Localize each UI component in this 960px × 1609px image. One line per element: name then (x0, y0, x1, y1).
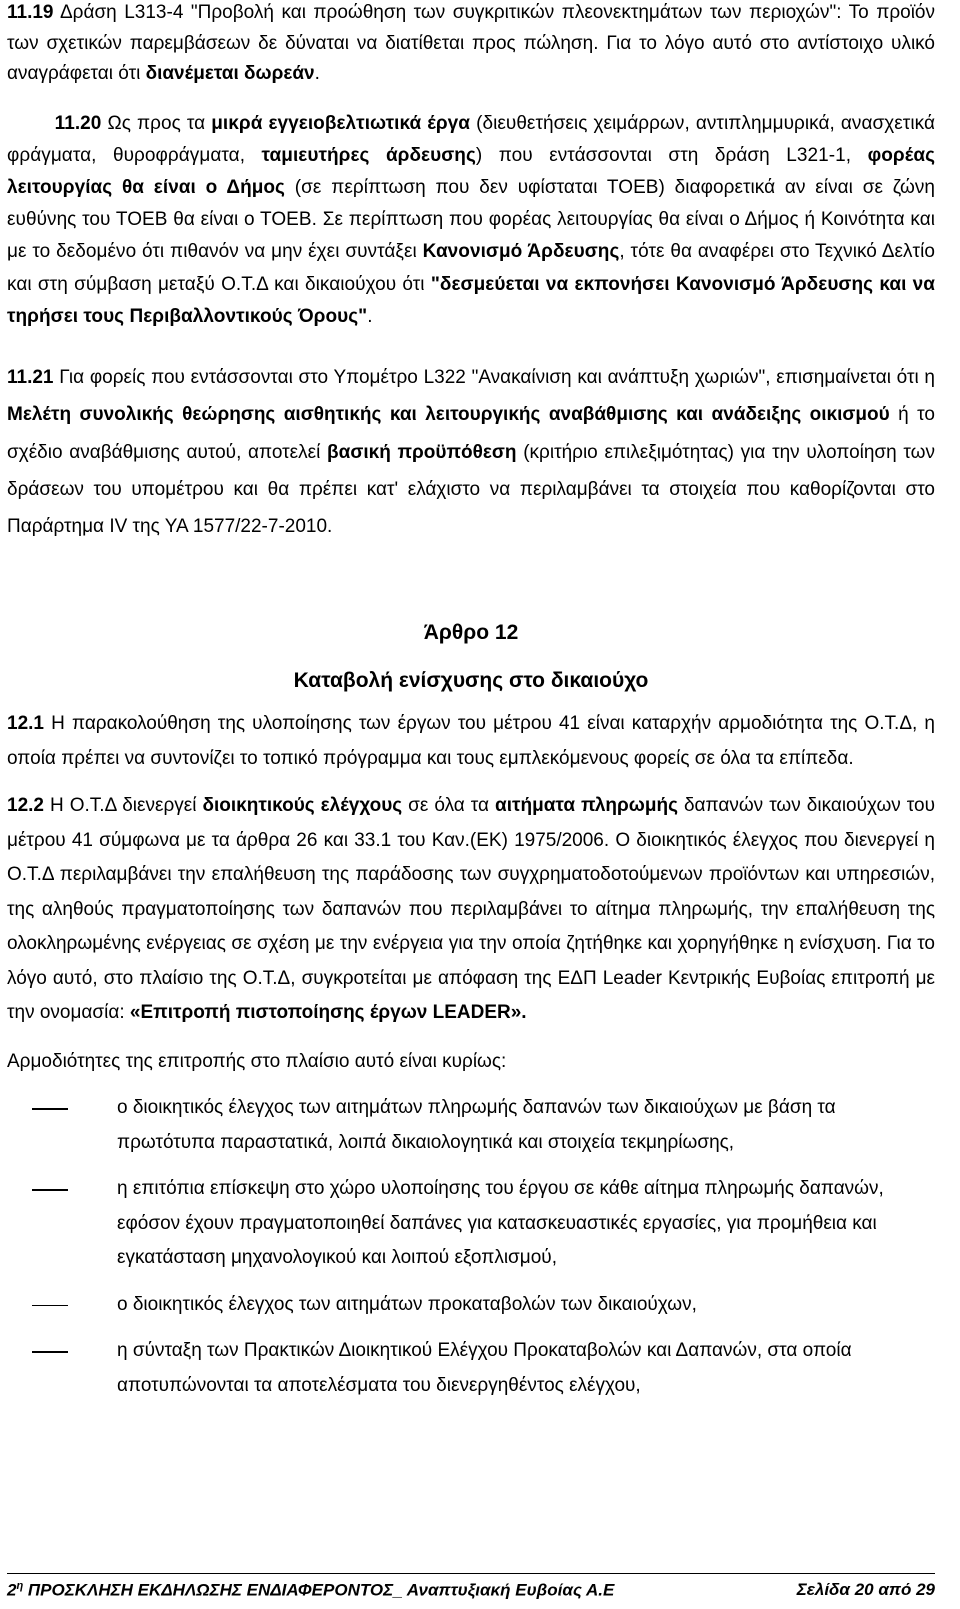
dash-bullet-icon (32, 1189, 68, 1191)
list-item: ο διοικητικός έλεγχος των αιτημάτων πληρωμής δαπανών των δικαιούχων με βάση τα πρωτότυπα παραστατικά, λοιπά δικαιολογητικά και στοιχεία τεκμηρίωσης, (7, 1091, 935, 1160)
list-item: η επιτόπια επίσκεψη στο χώρο υλοποίησης του έργου σε κάθε αίτημα πληρωμής δαπανών, εφόσον έχουν πραγματοποιηθεί δαπάνες για κατασκευαστικές εργασίες, για προμήθεια και εγκατάσταση μηχανολογικού και λοιπού εξοπλισμού, (7, 1172, 935, 1276)
section-number: 12.2 (7, 795, 44, 817)
article-title: Καταβολή ενίσχυσης στο δικαιούχο (293, 669, 649, 693)
dash-bullet-icon (32, 1108, 68, 1110)
section-number: 11.19 (7, 2, 54, 23)
footer-title: $2^\eta$ ΠΡΟΣΚΛΗΣΗ ΕΚΔΗΛΩΣΗΣ ΕΝΔΙΑΦΕΡΟΝΤΟΣ_ Αναπτυξιακή Ευβοίας Α.Ε (7, 1580, 615, 1600)
dash-bullet-icon (32, 1305, 68, 1307)
dash-bullet-icon (32, 1351, 68, 1353)
page-footer (7, 1573, 935, 1601)
section-number: 12.1 (7, 713, 44, 735)
paragraph-12-2: 12.2 Η Ο.Τ.Δ διενεργεί διοικητικούς ελέγχους σε όλα τα αιτήματα πληρωμής δαπανών των δικαιούχων του μέτρου 41 σύμφωνα με τα άρθρα 26 και 33.1 του Καν.(ΕΚ) 1975/2006. Ο διοικητικός έλεγχος που διενεργεί η Ο.Τ.Δ περιλαμβάνει την επαλήθευση της παράδοσης των συγχρηματοδοτούμενων προϊόντων και υπηρεσιών, της αληθούς πραγματοποίησης των δαπανών που περιλαμβάνει το αίτημα πληρωμής, την επαλήθευση της ολοκληρωμένης ενέργειας σε σχέση με την ενέργεια για την οποία ζητήθηκε και χορηγήθηκε η ενίσχυση. Για το λόγο αυτό, στο πλαίσιο της Ο.Τ.Δ, συγκροτείται με απόφαση της ΕΔΠ Leader Κεντρικής Ευβοίας επιτροπή με την ονομασία: «Επιτροπή πιστοποίησης έργων LEADER». (7, 795, 935, 1024)
page-number: Σελίδα 20 από 29 (796, 1580, 935, 1599)
responsibilities-list (7, 1091, 935, 1403)
list-item: ο διοικητικός έλεγχος των αιτημάτων προκαταβολών των δικαιούχων, (7, 1288, 935, 1323)
article-number: Άρθρο 12 (423, 621, 519, 645)
paragraph-12-1: 12.1 Η παρακολούθηση της υλοποίησης των έργων του μέτρου 41 είναι καταρχήν αρμοδιότητα της Ο.Τ.Δ, η οποία πρέπει να συντονίζει το τοπικό πρόγραμμα και τους εμπλεκόμενους φορείς σε όλα τα επίπεδα. (7, 713, 935, 769)
paragraph-11-21: 11.21 Για φορείς που εντάσσονται στο Υπομέτρο L322 "Ανακαίνιση και ανάπτυξη χωριών", επισημαίνεται ότι η Μελέτη συνολικής θεώρησης αισθητικής και λειτουργικής αναβάθμισης και ανάδειξης οικισμού ή το σχέδιο αναβάθμισης αυτού, αποτελεί βασική προϋπόθεση (κριτήριο επιλεξιμότητας) για την υλοποίηση των δράσεων του υπομέτρου και θα πρέπει κατ' ελάχιστο να περιλαμβάνει τα στοιχεία που καθορίζονται στο Παράρτημα IV της ΥΑ 1577/22-7-2010. (7, 366, 935, 538)
paragraph-11-20: 11.20 Ως προς τα μικρά εγγειοβελτιωτικά έργα (διευθετήσεις χειμάρρων, αντιπλημμυρικά, ανασχετικά φράγματα, θυροφράγματα, ταμιευτήρες άρδευσης) που εντάσσονται στη δράση L321-1, φορέας λειτουργίας θα είναι ο Δήμος (σε περίπτωση που δεν υφίσταται ΤΟΕΒ) διαφορετικά αν είναι σε ζώνη ευθύνης του ΤΟΕΒ θα είναι ο ΤΟΕΒ. Σε περίπτωση που φορέας λειτουργίας θα είναι ο Δήμος ή Κοινότητα και με το δεδομένο ότι πιθανόν να μην έχει συντάξει Κανονισμό Άρδευσης, τότε θα αναφέρει στο Τεχνικό Δελτίο και στη σύμβαση μεταξύ Ο.Τ.Δ και δικαιούχου ότι "δεσμεύεται να εκπονήσει Κανονισμό Άρδευσης και να τηρήσει τους Περιβαλλοντικούς Όρους". (7, 112, 936, 327)
paragraph-responsibilities-intro: Αρμοδιότητες της επιτροπής στο πλαίσιο αυτό είναι κυρίως: (7, 1050, 507, 1072)
section-number: 11.21 (7, 366, 54, 388)
list-item: η σύνταξη των Πρακτικών Διοικητικού Ελέγχου Προκαταβολών και Δαπανών, στα οποία αποτυπώνονται τα αποτελέσματα του διενεργηθέντος ελέγχου, (7, 1334, 935, 1403)
paragraph-11-19: 11.19 Δράση L313-4 "Προβολή και προώθηση των συγκριτικών πλεονεκτημάτων των περιοχών": Το προϊόν των σχετικών παρεμβάσεων δε δύναται να διατίθεται προς πώληση. Για το λόγο αυτό στο αντίστοιχο υλικό αναγράφεται ότι διανέμεται δωρεάν. (7, 2, 935, 84)
document-page (7, 0, 935, 1415)
section-number: 11.20 (54, 112, 102, 134)
